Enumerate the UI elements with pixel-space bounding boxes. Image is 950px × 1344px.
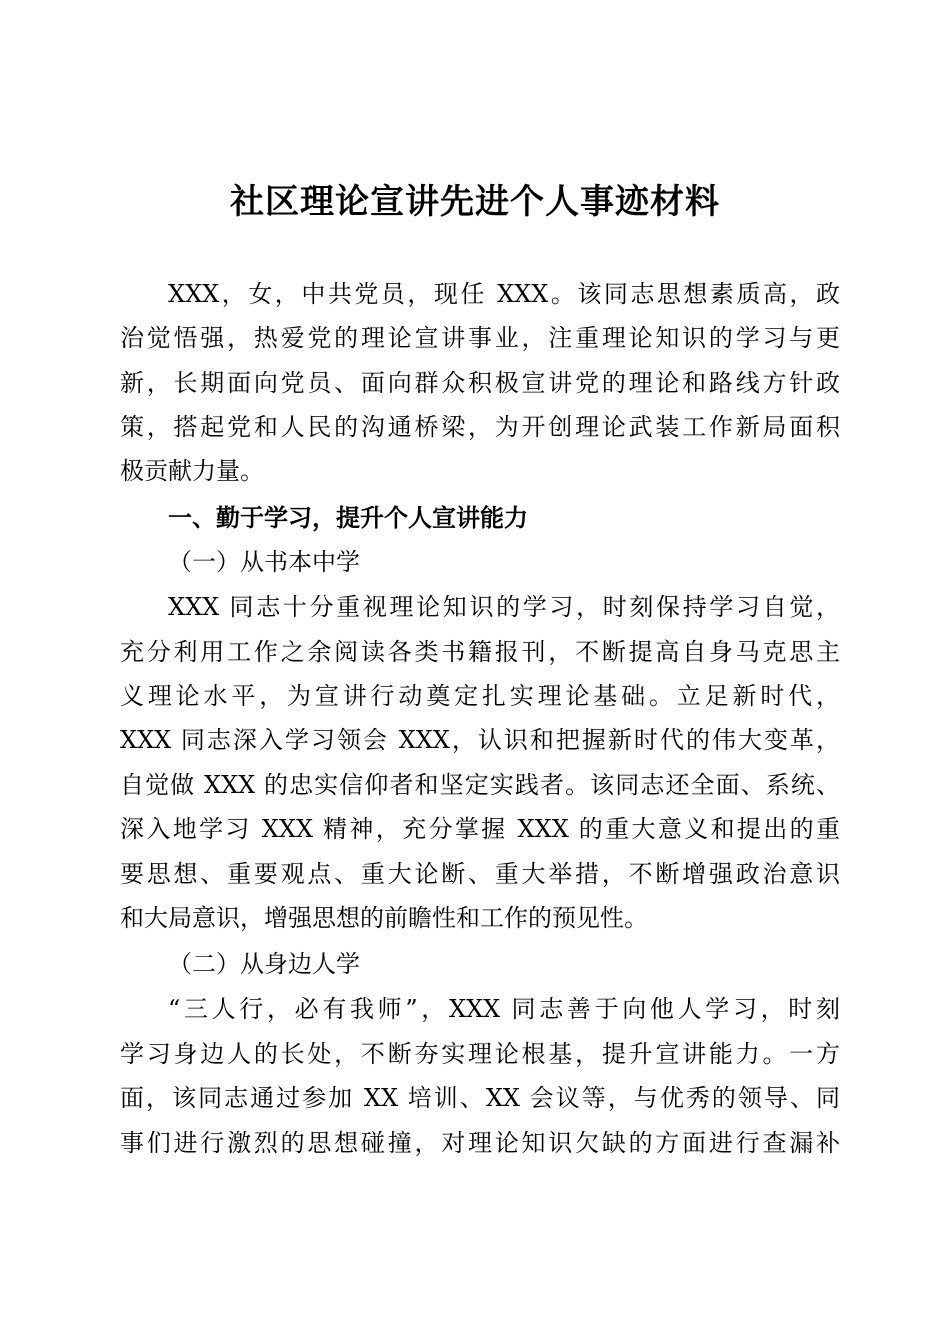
paragraph-line: “三人行，必有我师”，XXX 同志善于向他人学习，时刻 xyxy=(168,995,840,1023)
paragraph-line: 新，长期面向党员、面向群众积极宣讲党的理论和路线方针政 xyxy=(120,369,840,397)
paragraph-line: 面，该同志通过参加 XX 培训、XX 会议等，与优秀的领导、同 xyxy=(120,1084,840,1112)
paragraph-line: 极贡献力量。 xyxy=(120,457,264,485)
paragraph-line: 和大局意识，增强思想的前瞻性和工作的预见性。 xyxy=(120,904,648,932)
paragraph-line: 要思想、重要观点、重大论断、重大举措，不断增强政治意识 xyxy=(120,860,840,888)
paragraph-line: XXX 同志深入学习领会 XXX，认识和把握新时代的伟大变革， xyxy=(120,726,840,754)
paragraph-line: 策，搭起党和人民的沟通桥梁，为开创理论武装工作新局面积 xyxy=(120,413,840,441)
paragraph-line: 治觉悟强，热爱党的理论宣讲事业，注重理论知识的学习与更 xyxy=(120,324,840,352)
paragraph-line: 学习身边人的长处，不断夯实理论根基，提升宣讲能力。一方 xyxy=(120,1040,840,1068)
document-title: 社区理论宣讲先进个人事迹材料 xyxy=(230,182,720,222)
paragraph-line: 深入地学习 XXX 精神，充分掌握 XXX 的重大意义和提出的重 xyxy=(120,815,840,843)
paragraph-line: 义理论水平，为宣讲行动奠定扎实理论基础。立足新时代， xyxy=(120,682,840,710)
subsection-heading: （一）从书本中学 xyxy=(168,548,360,576)
paragraph-line: XXX，女，中共党员，现任 XXX。该同志思想素质高，政 xyxy=(168,280,840,308)
paragraph-line: XXX 同志十分重视理论知识的学习，时刻保持学习自觉， xyxy=(168,593,840,621)
paragraph-line: 自觉做 XXX 的忠实信仰者和坚定实践者。该同志还全面、系统、 xyxy=(120,771,840,799)
subsection-heading: （二）从身边人学 xyxy=(168,950,360,978)
section-heading: 一、勤于学习，提升个人宣讲能力 xyxy=(168,504,528,532)
paragraph-line: 事们进行激烈的思想碰撞，对理论知识欠缺的方面进行查漏补 xyxy=(120,1129,840,1157)
paragraph-line: 充分利用工作之余阅读各类书籍报刊，不断提高自身马克思主 xyxy=(120,638,840,666)
